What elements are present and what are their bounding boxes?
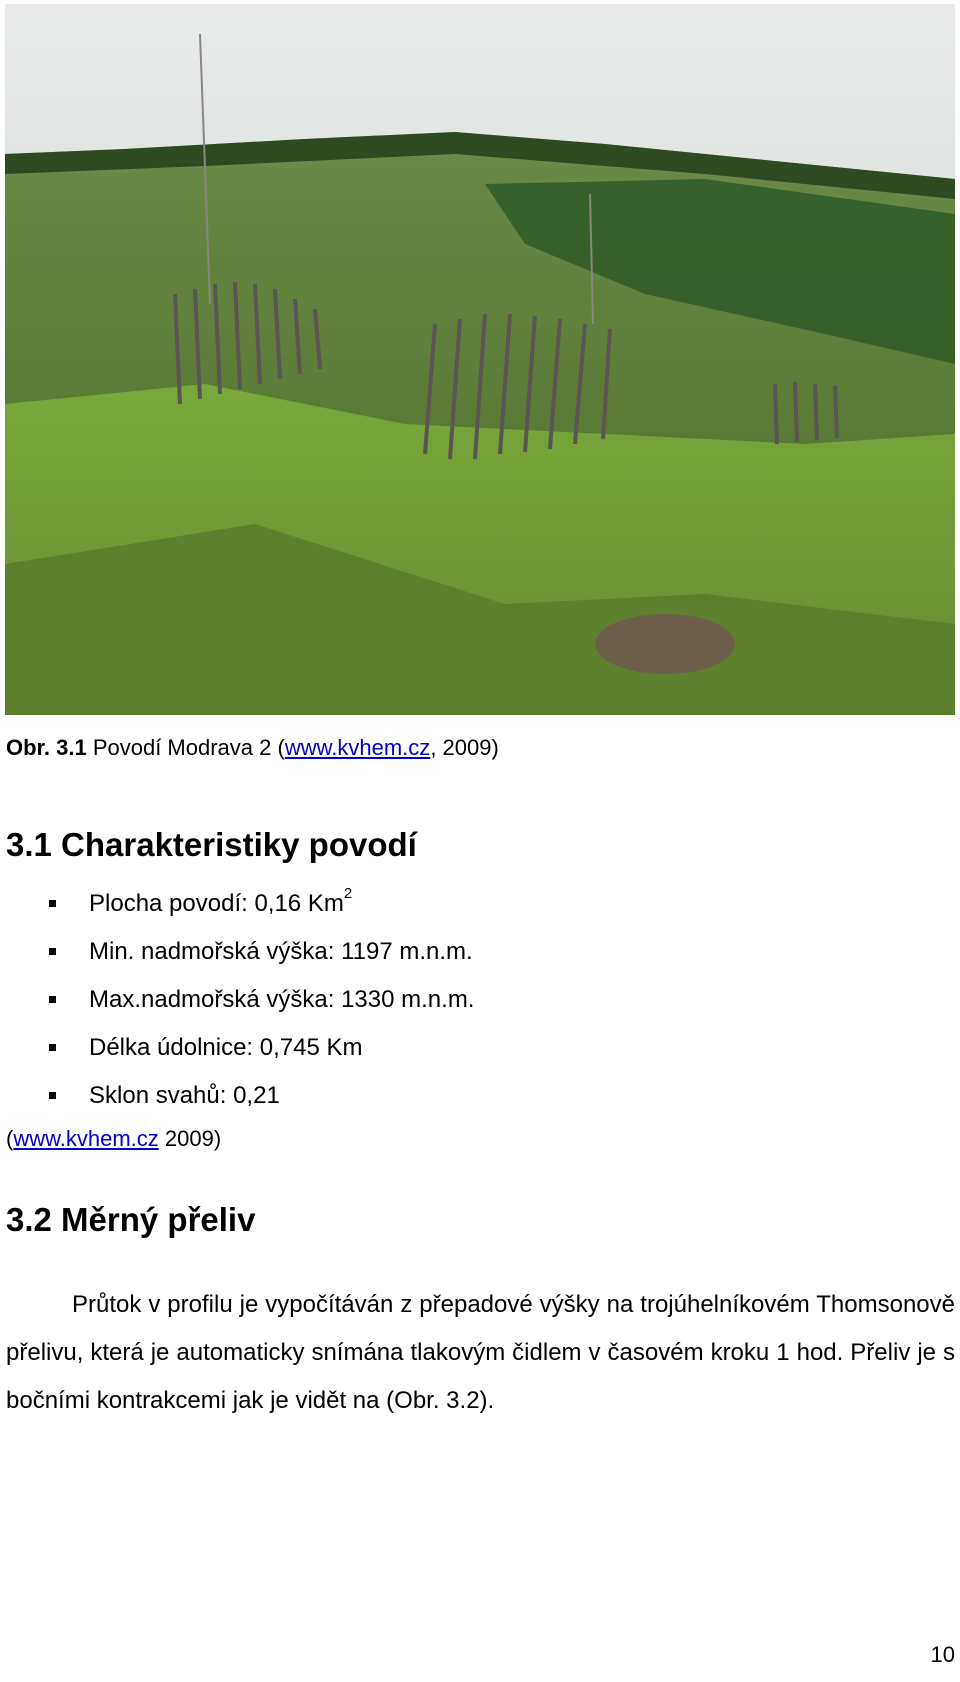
list-item-text: Délka údolnice: 0,745 Km (89, 1034, 363, 1061)
figure-caption-label: Obr. 3.1 (6, 735, 87, 760)
bullet-square-icon (49, 1092, 56, 1099)
section-heading-3-1: 3.1 Charakteristiky povodí (6, 826, 417, 863)
source-link[interactable]: www.kvhem.cz (13, 1126, 159, 1151)
bullet-square-icon (49, 996, 56, 1003)
superscript: 2 (343, 885, 353, 902)
source-open: ( (6, 1126, 14, 1151)
bullet-square-icon (49, 900, 56, 907)
page-number: 10 (930, 1642, 955, 1667)
figure-caption-text: Povodí Modrava 2 ( (86, 735, 285, 760)
list-item-text: Max.nadmořská výška: 1330 m.n.m. (89, 986, 475, 1013)
list-item-text: Min. nadmořská výška: 1197 m.n.m. (89, 938, 473, 965)
bullet-square-icon (49, 948, 56, 955)
list-item-text: Plocha povodí: 0,16 Km (89, 890, 344, 917)
source-tail: 2009) (158, 1126, 222, 1151)
catchment-facts-list (0, 880, 474, 1120)
list-item (0, 880, 474, 928)
landscape-photo (5, 4, 955, 715)
body-paragraph: Průtok v profilu je vypočítáván z přepadové výšky na trojúhelníkovém Thomsonově přelivu, která je automaticky snímána tlakovým čidlem v časovém kroku 1 hod. Přeliv je s bočními kontrakcemi jak je vidět na (Obr. 3.2). (6, 1291, 955, 1414)
list-item (0, 976, 474, 1024)
section-heading-3-2: 3.2 Měrný přeliv (6, 1201, 256, 1238)
bullet-square-icon (49, 1044, 56, 1051)
list-item-text: Sklon svahů: 0,21 (89, 1082, 280, 1109)
list-item (0, 1072, 474, 1120)
figure-caption (6, 733, 499, 763)
list-item (0, 928, 474, 976)
list-item (0, 1024, 474, 1072)
figure-caption-tail: , 2009) (430, 735, 499, 760)
landscape-photo-icon (5, 4, 955, 715)
source-citation (6, 1124, 221, 1154)
figure-caption-link[interactable]: www.kvhem.cz (284, 735, 431, 760)
